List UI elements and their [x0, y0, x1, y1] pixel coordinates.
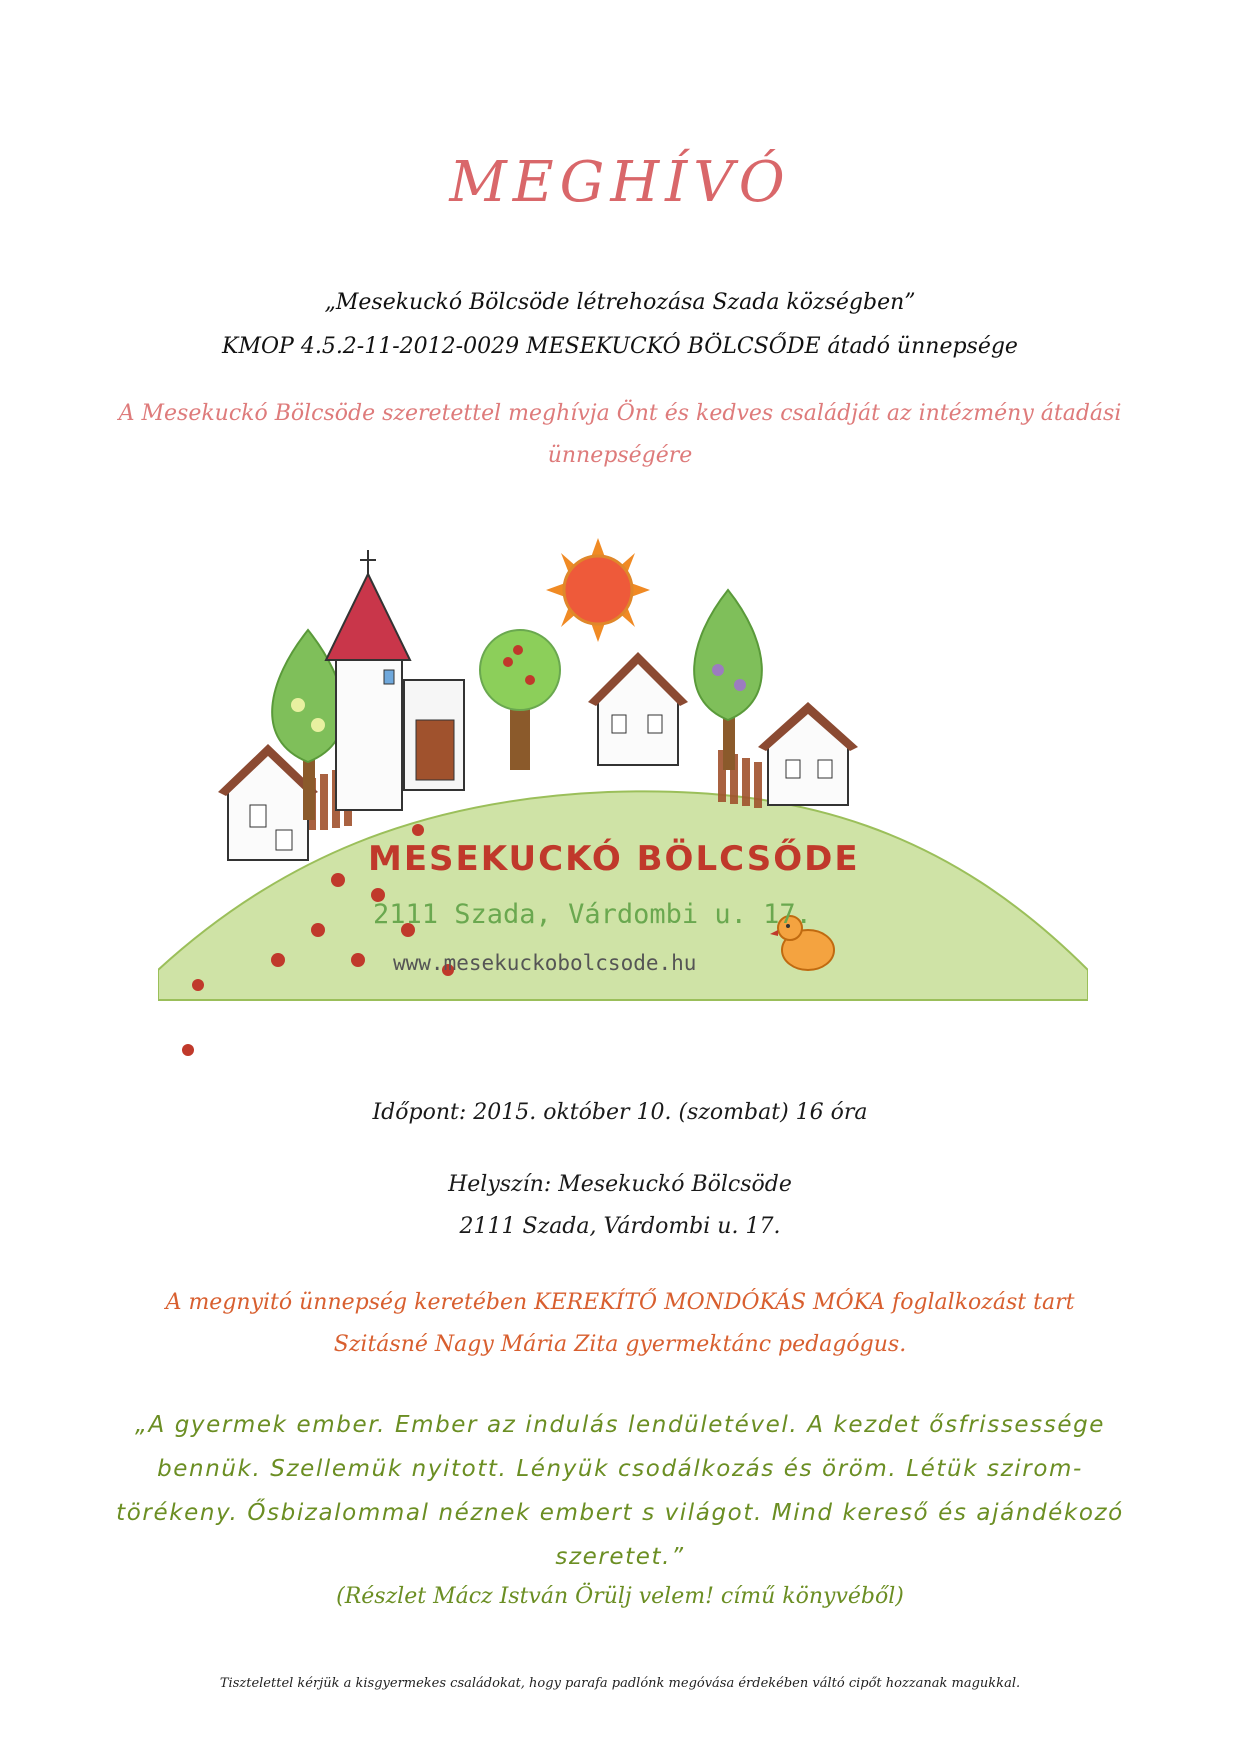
quote-line: bennük. Szellemük nyitott. Lényük csodálkozás és öröm. Létük szirom- [157, 1456, 1083, 1482]
sun-icon [546, 538, 650, 642]
project-title: „Mesekuckó Bölcsöde létrehozása Szada községben” [324, 290, 916, 315]
quote-line: szeretet.” [555, 1544, 685, 1570]
logo-website: www.mesekuckobolcsode.hu [393, 951, 697, 975]
quote-source: (Részlet Mácz István Örülj velem! című könyvéből) [336, 1584, 904, 1609]
church-icon [326, 550, 464, 810]
footnote: Tisztelettel kérjük a kisgyermekes családokat, hogy parafa padlónk megóvása érdekében váltó cipőt hozzanak magukkal. [219, 1676, 1021, 1691]
house-icon [758, 702, 858, 805]
logo-address: 2111 Szada, Várdombi u. 17. [373, 899, 812, 930]
program-text-line1: A megnyitó ünnepség keretében KEREKÍTŐ MONDÓKÁS MÓKA foglalkozást tart [165, 1290, 1075, 1315]
event-time: Időpont: 2015. október 10. (szombat) 16 óra [372, 1100, 868, 1125]
invitation-text-line2: ünnepségére [547, 443, 693, 468]
page-title: MEGHÍVÓ [449, 150, 791, 215]
project-code: KMOP 4.5.2-11-2012-0029 MESEKUCKÓ BÖLCSŐDE átadó ünnepsége [222, 334, 1018, 359]
invitation-text-line1: A Mesekuckó Bölcsöde szeretettel meghívja Önt és kedves családját az intézmény átadási [118, 401, 1122, 426]
nursery-illustration [158, 530, 1088, 1065]
logo-name: MESEKUCKÓ BÖLCSŐDE [368, 839, 860, 879]
event-place: Helyszín: Mesekuckó Bölcsöde [448, 1172, 792, 1197]
event-address: 2111 Szada, Várdombi u. 17. [459, 1214, 781, 1239]
tree-icon [480, 630, 560, 770]
tree-icon [694, 590, 762, 770]
program-text-line2: Szitásné Nagy Mária Zita gyermektánc pedagógus. [333, 1332, 907, 1357]
quote-line: törékeny. Ősbizalommal néznek embert s világot. Mind kereső és ajándékozó [116, 1500, 1124, 1526]
quote-line: „A gyermek ember. Ember az indulás lendületével. A kezdet ősfrissessége [134, 1412, 1106, 1438]
house-icon [588, 652, 688, 765]
